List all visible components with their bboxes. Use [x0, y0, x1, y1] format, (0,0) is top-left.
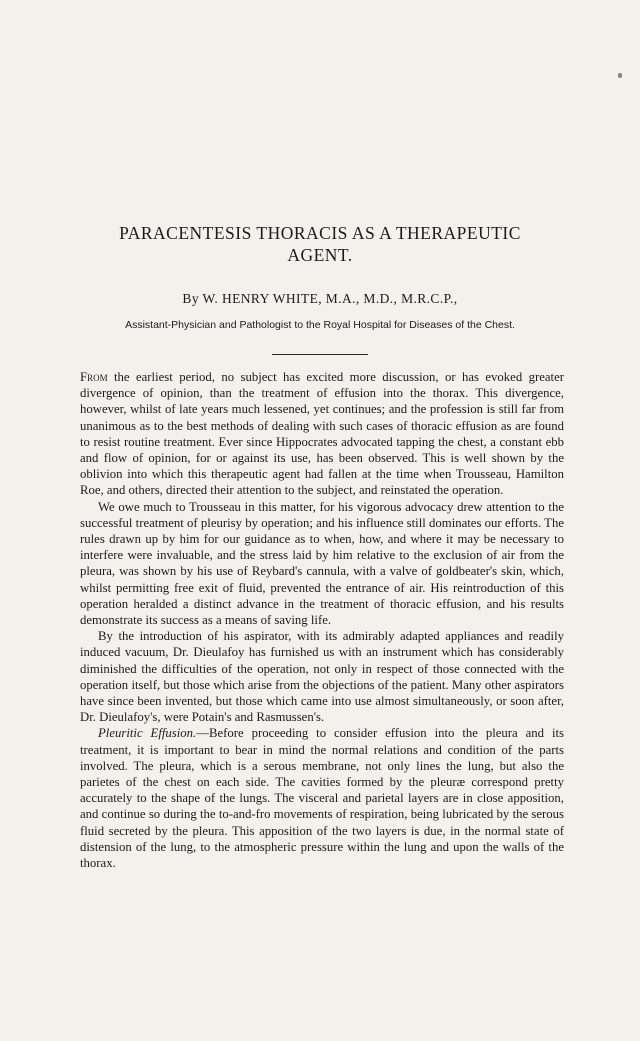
title-rule [272, 354, 368, 355]
article-title [60, 222, 580, 266]
paragraph-3: By the introduction of his aspirator, with its admirably adapted appliances and readily induced vacuum, Dr. Dieulafoy has furnished us with an instrument which has considerably diminished the difficulties of the operation, not only in respect of those connected with the operation itself, but those which arise from the objections of the patient. Many other aspirators have since been invented, but those which came into use almost simultaneously, or soon after, Dr. Dieulafoy's, were Potain's and Rasmussen's. [80, 629, 564, 725]
article-body [80, 369, 564, 871]
page-blemish [618, 73, 622, 78]
paragraph-2: We owe much to Trousseau in this matter, for his vigorous advocacy drew attention to the successful treatment of pleurisy by operation; and his influence still dominates our efforts. The rules drawn up by him for our guidance as to when, how, and where it may be necessary to interfere were invaluable, and the stress laid by him relative to the exclusion of air from the pleura, was shown by his use of Reybard's cannula, with a valve of goldbeater's skin, which, whilst permitting free exit of fluid, prevented the entrance of air. His reintroduction of this operation heralded a distinct advance in the treatment of thoracic effusion, and his results demonstrate its success as a means of saving life. [80, 499, 564, 628]
paragraph-4 [80, 725, 564, 871]
paragraph-1-lead: From [80, 370, 108, 384]
author-byline: By W. HENRY WHITE, M.A., M.D., M.R.C.P., [182, 291, 458, 306]
paragraph-1 [80, 369, 564, 499]
section-heading-pleuritic-effusion: Pleuritic Effusion. [98, 726, 197, 741]
author-affiliation: Assistant-Physician and Pathologist to the Royal Hospital for Diseases of the Chest. [125, 319, 515, 331]
title-line-2: AGENT. [287, 245, 353, 265]
paragraph-1-text: the earliest period, no subject has excited more discussion, or has evoked greater divergence of opinion, than the treatment of effusion into the thorax. This divergence, however, whilst of late years much lessened, yet continues; and the profession is still far from unanimous as to the best methods of dealing with such cases of thoracic effusion as are found to resist routine treatment. Ever since Hippocrates advocated tapping the chest, a constant ebb and flow of opinion, for or against its use, has been observed. This is well shown by the oblivion into which this therapeutic agent had fallen at the time when Trousseau, Hamilton Roe, and others, directed their attention to the subject, and reinstated the operation. [80, 370, 564, 498]
paragraph-4-text: —Before proceeding to consider effusion into the pleura and its treatment, it is important to bear in mind the normal relations and condition of the parts involved. The pleura, which is a serous membrane, not only lines the lung, but also the parietes of the chest on each side. The cavities formed by the pleuræ correspond pretty accurately to the shape of the lungs. The visceral and parietal layers are in close apposition, and continue so during the to-and-fro movements of respiration, being lubricated by the serous fluid secreted by the pleura. This apposition of the two layers is due, in the normal state of distension of the lung, to the atmospheric pressure within the lung and upon the walls of the thorax. [80, 726, 564, 871]
title-line-1: PARACENTESIS THORACIS AS A THERAPEUTIC [119, 223, 521, 243]
